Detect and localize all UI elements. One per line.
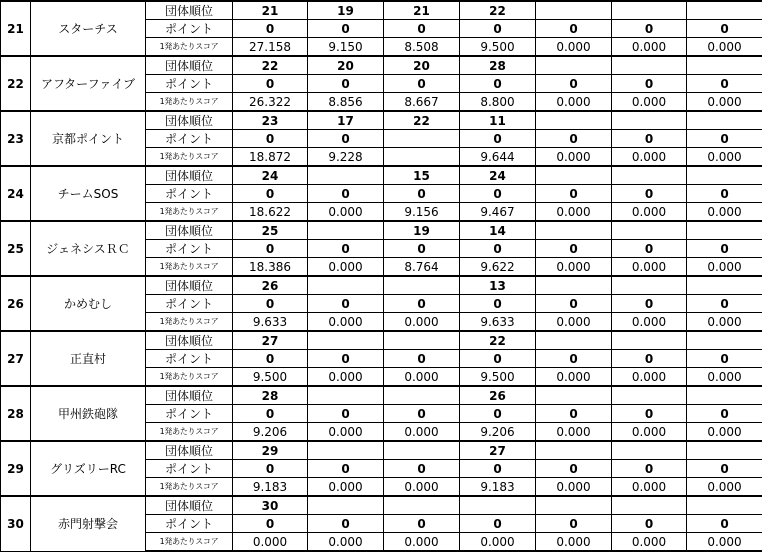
point-cell: 0: [612, 295, 687, 313]
point-cell: 0: [536, 405, 612, 423]
rank-cell: [612, 441, 687, 460]
rank-cell: 19: [308, 1, 384, 20]
point-cell: 0: [233, 350, 308, 368]
point-cell: 0: [612, 350, 687, 368]
point-cell: 0: [233, 240, 308, 258]
point-cell: 0: [687, 460, 762, 478]
team-rank-row: [1, 56, 762, 75]
point-cell: 0: [460, 240, 536, 258]
score-cell: 0.000: [536, 148, 612, 167]
team-rank-row: [1, 111, 762, 130]
score-cell: 9.206: [460, 423, 536, 442]
team-rank-row: [1, 441, 762, 460]
rank-cell: [384, 331, 460, 350]
rank-cell: [612, 111, 687, 130]
point-cell: 0: [233, 295, 308, 313]
rank-cell: [536, 496, 612, 515]
rank-cell: [384, 496, 460, 515]
point-cell: 0: [384, 185, 460, 203]
score-cell: 9.183: [460, 478, 536, 497]
row-label: ポイント: [146, 20, 233, 38]
score-cell: 0.000: [308, 368, 384, 387]
score-cell: 0.000: [612, 533, 687, 552]
score-cell: 0.000: [687, 258, 762, 277]
score-cell: 0.000: [308, 258, 384, 277]
rank-cell: [308, 221, 384, 240]
point-cell: 0: [536, 460, 612, 478]
rank-cell: [612, 276, 687, 295]
score-cell: 9.150: [308, 38, 384, 57]
rank-cell: [612, 56, 687, 75]
score-cell: 9.500: [460, 368, 536, 387]
results-body: [1, 1, 762, 551]
rank-cell: [308, 441, 384, 460]
point-cell: 0: [612, 130, 687, 148]
row-label: ポイント: [146, 130, 233, 148]
row-label: 団体順位: [146, 386, 233, 405]
overall-rank: 26: [1, 276, 31, 331]
rank-cell: [308, 331, 384, 350]
row-label: 1発あたりスコア: [146, 313, 233, 332]
rank-cell: [687, 56, 762, 75]
rank-cell: [536, 331, 612, 350]
point-cell: 0: [308, 515, 384, 533]
rank-cell: 26: [460, 386, 536, 405]
point-cell: 0: [233, 405, 308, 423]
row-label: ポイント: [146, 350, 233, 368]
row-label: ポイント: [146, 405, 233, 423]
score-cell: 9.633: [233, 313, 308, 332]
point-cell: [384, 130, 460, 148]
rank-cell: 20: [384, 56, 460, 75]
score-cell: 0.000: [536, 423, 612, 442]
rank-cell: [536, 111, 612, 130]
score-cell: 0.000: [308, 533, 384, 552]
point-cell: 0: [308, 350, 384, 368]
rank-cell: 28: [460, 56, 536, 75]
overall-rank: 24: [1, 166, 31, 221]
rank-cell: [460, 496, 536, 515]
row-label: 団体順位: [146, 221, 233, 240]
point-cell: 0: [384, 405, 460, 423]
score-cell: 0.000: [687, 313, 762, 332]
score-cell: 0.000: [308, 203, 384, 222]
rank-cell: 13: [460, 276, 536, 295]
overall-rank: 22: [1, 56, 31, 111]
rank-cell: [536, 166, 612, 185]
point-cell: 0: [460, 130, 536, 148]
score-cell: 0.000: [460, 533, 536, 552]
rank-cell: 24: [233, 166, 308, 185]
point-cell: 0: [612, 460, 687, 478]
row-label: ポイント: [146, 240, 233, 258]
rank-cell: [536, 386, 612, 405]
row-label: ポイント: [146, 185, 233, 203]
point-cell: 0: [536, 185, 612, 203]
rank-cell: 14: [460, 221, 536, 240]
point-cell: 0: [384, 240, 460, 258]
point-cell: 0: [384, 75, 460, 93]
rank-cell: [612, 386, 687, 405]
point-cell: 0: [308, 295, 384, 313]
team-rank-row: [1, 276, 762, 295]
rank-cell: [536, 221, 612, 240]
team-name: かめむし: [31, 276, 146, 331]
score-cell: 9.183: [233, 478, 308, 497]
rank-cell: [612, 331, 687, 350]
score-cell: 8.667: [384, 93, 460, 112]
row-label: ポイント: [146, 460, 233, 478]
score-cell: 27.158: [233, 38, 308, 57]
point-cell: 0: [233, 130, 308, 148]
score-cell: 0.000: [612, 148, 687, 167]
rank-cell: [384, 276, 460, 295]
rank-cell: [308, 386, 384, 405]
score-cell: 9.633: [460, 313, 536, 332]
row-label: 1発あたりスコア: [146, 93, 233, 112]
point-cell: 0: [384, 350, 460, 368]
point-cell: 0: [536, 20, 612, 38]
rank-cell: 24: [460, 166, 536, 185]
point-cell: 0: [536, 75, 612, 93]
score-cell: 0.000: [687, 38, 762, 57]
point-cell: 0: [687, 515, 762, 533]
score-cell: 0.000: [384, 533, 460, 552]
rank-cell: 11: [460, 111, 536, 130]
rank-cell: [612, 1, 687, 20]
rank-cell: [384, 441, 460, 460]
rank-cell: [536, 56, 612, 75]
point-cell: 0: [687, 130, 762, 148]
overall-rank: 29: [1, 441, 31, 496]
score-cell: 8.856: [308, 93, 384, 112]
score-cell: 8.800: [460, 93, 536, 112]
point-cell: 0: [612, 75, 687, 93]
rank-cell: [384, 386, 460, 405]
point-cell: 0: [687, 350, 762, 368]
score-cell: 9.500: [460, 38, 536, 57]
score-cell: 0.000: [536, 93, 612, 112]
rank-cell: 17: [308, 111, 384, 130]
point-cell: 0: [536, 130, 612, 148]
rank-cell: 27: [233, 331, 308, 350]
point-cell: 0: [233, 75, 308, 93]
point-cell: 0: [308, 20, 384, 38]
score-cell: 0.000: [384, 423, 460, 442]
row-label: 団体順位: [146, 166, 233, 185]
score-cell: 0.000: [687, 368, 762, 387]
row-label: 団体順位: [146, 331, 233, 350]
row-label: 1発あたりスコア: [146, 258, 233, 277]
rank-cell: [308, 276, 384, 295]
rank-cell: [536, 1, 612, 20]
rank-cell: 21: [233, 1, 308, 20]
rank-cell: 22: [460, 331, 536, 350]
score-cell: 0.000: [308, 423, 384, 442]
team-name: アフターファイブ: [31, 56, 146, 111]
score-cell: 0.000: [687, 423, 762, 442]
rank-cell: 22: [233, 56, 308, 75]
point-cell: 0: [612, 240, 687, 258]
score-cell: 9.622: [460, 258, 536, 277]
row-label: 1発あたりスコア: [146, 148, 233, 167]
team-name: チームSOS: [31, 166, 146, 221]
score-cell: 0.000: [612, 258, 687, 277]
point-cell: 0: [233, 20, 308, 38]
score-cell: [384, 148, 460, 167]
point-cell: 0: [308, 75, 384, 93]
score-cell: 0.000: [384, 478, 460, 497]
score-cell: 0.000: [612, 93, 687, 112]
score-cell: 0.000: [612, 38, 687, 57]
score-cell: 0.000: [687, 93, 762, 112]
rank-cell: [687, 221, 762, 240]
team-rank-row: [1, 386, 762, 405]
team-name: 京都ポイント: [31, 111, 146, 166]
team-rank-row: [1, 331, 762, 350]
rank-cell: [687, 386, 762, 405]
row-label: 団体順位: [146, 111, 233, 130]
point-cell: 0: [612, 405, 687, 423]
score-cell: 9.206: [233, 423, 308, 442]
score-cell: 0.000: [308, 478, 384, 497]
score-cell: 8.764: [384, 258, 460, 277]
score-cell: 0.000: [384, 368, 460, 387]
point-cell: 0: [384, 515, 460, 533]
rank-cell: [308, 166, 384, 185]
score-cell: 0.000: [536, 38, 612, 57]
point-cell: 0: [233, 515, 308, 533]
point-cell: 0: [308, 405, 384, 423]
point-cell: 0: [308, 130, 384, 148]
rank-cell: [612, 496, 687, 515]
score-cell: 18.386: [233, 258, 308, 277]
rank-cell: [687, 276, 762, 295]
rank-cell: 25: [233, 221, 308, 240]
team-name: グリズリーRC: [31, 441, 146, 496]
rank-cell: 29: [233, 441, 308, 460]
rank-cell: [536, 441, 612, 460]
score-cell: 0.000: [687, 148, 762, 167]
score-cell: 9.644: [460, 148, 536, 167]
rank-cell: [687, 166, 762, 185]
point-cell: 0: [308, 460, 384, 478]
team-name: 甲州鉄砲隊: [31, 386, 146, 441]
score-cell: 0.000: [308, 313, 384, 332]
row-label: ポイント: [146, 295, 233, 313]
rank-cell: 26: [233, 276, 308, 295]
row-label: 団体順位: [146, 56, 233, 75]
point-cell: 0: [536, 295, 612, 313]
score-cell: 0.000: [612, 423, 687, 442]
rank-cell: 19: [384, 221, 460, 240]
rank-cell: 20: [308, 56, 384, 75]
rank-cell: 22: [460, 1, 536, 20]
point-cell: 0: [687, 405, 762, 423]
point-cell: 0: [233, 460, 308, 478]
rank-cell: 30: [233, 496, 308, 515]
score-cell: 9.500: [233, 368, 308, 387]
point-cell: 0: [460, 295, 536, 313]
row-label: ポイント: [146, 515, 233, 533]
rank-cell: [612, 221, 687, 240]
rank-cell: 15: [384, 166, 460, 185]
score-cell: 18.872: [233, 148, 308, 167]
point-cell: 0: [384, 460, 460, 478]
row-label: 1発あたりスコア: [146, 203, 233, 222]
row-label: 1発あたりスコア: [146, 423, 233, 442]
team-name: ジェネシスＲＣ: [31, 221, 146, 276]
point-cell: 0: [460, 460, 536, 478]
overall-rank: 23: [1, 111, 31, 166]
row-label: 団体順位: [146, 276, 233, 295]
row-label: 1発あたりスコア: [146, 38, 233, 57]
point-cell: 0: [233, 185, 308, 203]
point-cell: 0: [536, 350, 612, 368]
row-label: 1発あたりスコア: [146, 368, 233, 387]
score-cell: 0.000: [536, 478, 612, 497]
rank-cell: 28: [233, 386, 308, 405]
point-cell: 0: [308, 240, 384, 258]
point-cell: 0: [687, 295, 762, 313]
point-cell: 0: [308, 185, 384, 203]
rank-cell: [612, 166, 687, 185]
point-cell: 0: [687, 75, 762, 93]
score-cell: 0.000: [536, 203, 612, 222]
overall-rank: 27: [1, 331, 31, 386]
rank-cell: [536, 276, 612, 295]
row-label: 1発あたりスコア: [146, 478, 233, 497]
overall-rank: 21: [1, 1, 31, 56]
point-cell: 0: [612, 515, 687, 533]
row-label: 1発あたりスコア: [146, 533, 233, 552]
rank-cell: 27: [460, 441, 536, 460]
overall-rank: 30: [1, 496, 31, 551]
team-name: 赤門射撃会: [31, 496, 146, 551]
rank-cell: 23: [233, 111, 308, 130]
rank-cell: 22: [384, 111, 460, 130]
score-cell: 0.000: [687, 203, 762, 222]
row-label: 団体順位: [146, 1, 233, 20]
point-cell: 0: [384, 295, 460, 313]
point-cell: 0: [460, 515, 536, 533]
score-cell: 9.156: [384, 203, 460, 222]
score-cell: 0.000: [687, 478, 762, 497]
point-cell: 0: [460, 405, 536, 423]
score-cell: 8.508: [384, 38, 460, 57]
point-cell: 0: [384, 20, 460, 38]
point-cell: 0: [687, 185, 762, 203]
team-rank-row: [1, 166, 762, 185]
score-cell: 0.000: [536, 533, 612, 552]
score-cell: 0.000: [612, 313, 687, 332]
score-cell: 0.000: [687, 533, 762, 552]
team-rank-row: [1, 496, 762, 515]
score-cell: 18.622: [233, 203, 308, 222]
point-cell: 0: [536, 240, 612, 258]
overall-rank: 25: [1, 221, 31, 276]
team-name: スターチス: [31, 1, 146, 56]
row-label: 団体順位: [146, 441, 233, 460]
score-cell: 0.000: [536, 368, 612, 387]
rank-cell: [687, 496, 762, 515]
score-cell: 0.000: [612, 203, 687, 222]
point-cell: 0: [460, 20, 536, 38]
point-cell: 0: [612, 185, 687, 203]
point-cell: 0: [687, 20, 762, 38]
score-cell: 0.000: [233, 533, 308, 552]
score-cell: 0.000: [612, 478, 687, 497]
point-cell: 0: [460, 75, 536, 93]
rank-cell: 21: [384, 1, 460, 20]
rank-cell: [308, 496, 384, 515]
rank-cell: [687, 111, 762, 130]
team-rank-row: [1, 1, 762, 20]
score-cell: 0.000: [384, 313, 460, 332]
score-cell: 9.467: [460, 203, 536, 222]
point-cell: 0: [687, 240, 762, 258]
rank-cell: [687, 1, 762, 20]
rank-cell: [687, 441, 762, 460]
rank-cell: [687, 331, 762, 350]
overall-rank: 28: [1, 386, 31, 441]
score-cell: 0.000: [612, 368, 687, 387]
team-rank-row: [1, 221, 762, 240]
point-cell: 0: [460, 185, 536, 203]
score-cell: 0.000: [536, 313, 612, 332]
row-label: 団体順位: [146, 496, 233, 515]
row-label: ポイント: [146, 75, 233, 93]
score-cell: 9.228: [308, 148, 384, 167]
score-cell: 0.000: [536, 258, 612, 277]
point-cell: 0: [460, 350, 536, 368]
point-cell: 0: [612, 20, 687, 38]
score-cell: 26.322: [233, 93, 308, 112]
point-cell: 0: [536, 515, 612, 533]
team-name: 正直村: [31, 331, 146, 386]
